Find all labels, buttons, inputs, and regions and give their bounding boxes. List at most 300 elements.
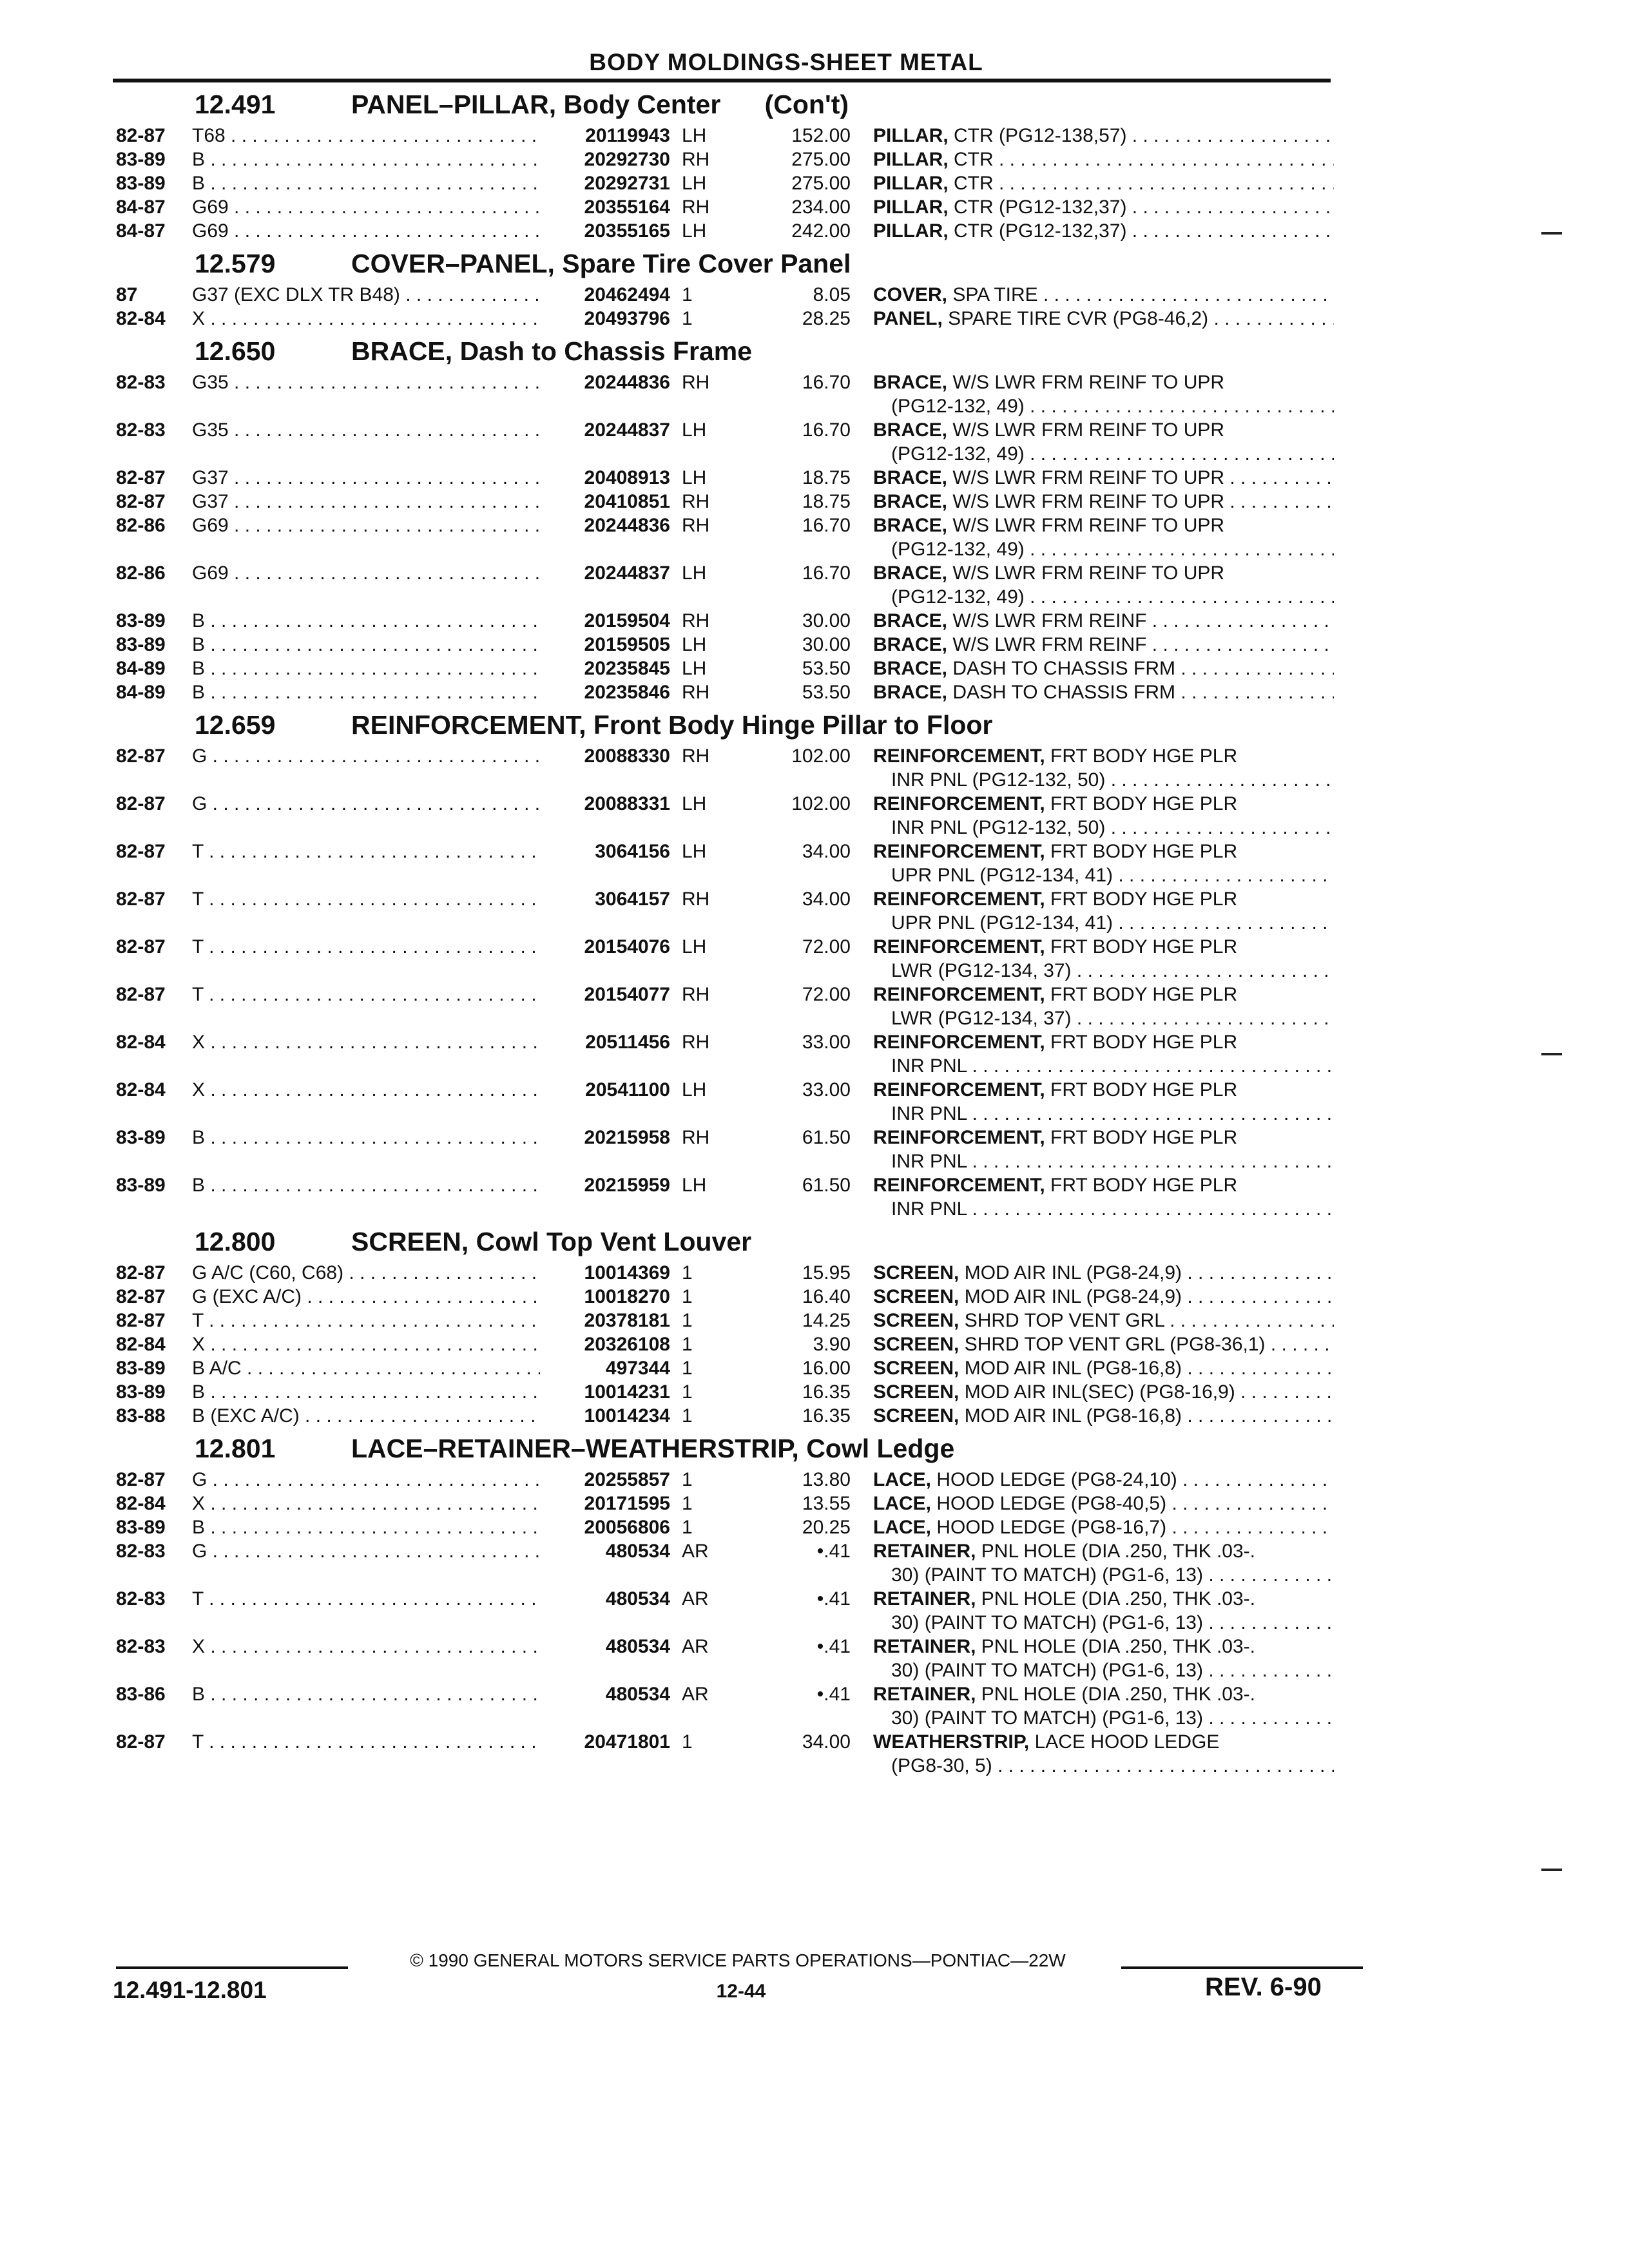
part-name: REINFORCEMENT,: [873, 793, 1045, 814]
quantity: RH: [682, 745, 710, 767]
section-header: [0, 704, 1629, 744]
description-text: SHRD TOP VENT GRL: [964, 1310, 1164, 1331]
description-text-2: 30) (PAINT TO MATCH) (PG1-6, 13): [891, 1612, 1203, 1633]
part-number: 20235846: [584, 682, 670, 703]
model-codes: [192, 372, 540, 394]
part-name: LACE,: [873, 1493, 931, 1514]
model-codes: [192, 1405, 540, 1427]
part-number: 3064157: [595, 889, 670, 910]
part-name: SCREEN,: [873, 1286, 959, 1307]
description-text: W/S LWR FRM REINF TO UPR: [952, 515, 1225, 536]
price: 102.00: [791, 745, 851, 767]
parts-row: [0, 1635, 1629, 1682]
description-line: [873, 1517, 1334, 1539]
model-codes-text: G69: [192, 197, 229, 218]
price: 275.00: [791, 173, 851, 194]
model-codes: [192, 841, 540, 863]
quantity: LH: [682, 1175, 707, 1196]
model-years: 83-89: [116, 1381, 166, 1403]
model-years: 82-84: [116, 1032, 166, 1053]
model-years: 87: [116, 284, 138, 305]
description-text: SPARE TIRE CVR (PG8-46,2): [948, 308, 1209, 329]
price: 18.75: [802, 491, 851, 512]
model-codes: [192, 173, 540, 195]
parts-row: [0, 1078, 1629, 1126]
price: 102.00: [791, 793, 851, 814]
description-continuation: [891, 443, 1334, 465]
description-continuation: [891, 1612, 1334, 1634]
part-number: 480534: [605, 1684, 670, 1705]
part-name: SCREEN,: [873, 1310, 959, 1331]
price: 61.50: [802, 1175, 851, 1196]
parts-row: [0, 1309, 1629, 1332]
model-codes: [192, 745, 540, 767]
model-years: 82-87: [116, 984, 166, 1005]
price: 13.55: [802, 1493, 851, 1514]
price: •.41: [816, 1541, 851, 1562]
description-line: [873, 1358, 1334, 1379]
part-name: REINFORCEMENT,: [873, 1127, 1045, 1148]
model-codes-text: T: [192, 1731, 204, 1753]
part-name: LACE,: [873, 1469, 931, 1490]
description-text-2: (PG12-132, 49): [891, 586, 1025, 608]
model-years: 83-89: [116, 1127, 166, 1148]
section-title: BRACE, Dash to Chassis Frame: [351, 336, 753, 366]
part-name: SCREEN,: [873, 1358, 959, 1379]
parts-row: [0, 1285, 1629, 1309]
parts-row: [0, 219, 1629, 243]
margin-tick-mark: [1541, 232, 1562, 235]
description-text: LACE HOOD LEDGE: [1034, 1731, 1220, 1753]
parts-row: [0, 514, 1629, 561]
description-line: [873, 491, 1334, 513]
model-codes-text: G37 (EXC DLX TR B48): [192, 284, 400, 305]
parts-row: [0, 935, 1629, 983]
part-name: RETAINER,: [873, 1588, 976, 1610]
part-number: 20471801: [584, 1731, 670, 1753]
part-number: 20088331: [584, 793, 670, 814]
parts-row: [0, 887, 1629, 935]
model-years: 82-87: [116, 491, 166, 512]
model-codes-text: G69: [192, 562, 229, 584]
quantity: RH: [682, 197, 710, 218]
description-text: MOD AIR INL (PG8-16,8): [964, 1405, 1182, 1427]
part-number: 20235845: [584, 658, 670, 679]
price: 234.00: [791, 197, 851, 218]
quantity: RH: [682, 515, 710, 536]
parts-row: [0, 1515, 1629, 1539]
description-text: CTR (PG12-138,57): [954, 125, 1127, 146]
quantity: RH: [682, 372, 710, 393]
quantity: LH: [682, 467, 707, 488]
model-years: 82-83: [116, 1588, 166, 1610]
part-number: 20410851: [584, 491, 670, 512]
model-codes-text: G37: [192, 491, 229, 512]
model-years: 84-87: [116, 197, 166, 218]
part-name: REINFORCEMENT,: [873, 936, 1045, 957]
model-codes-text: X: [192, 1636, 206, 1657]
model-codes-text: B A/C: [192, 1358, 242, 1379]
parts-row: [0, 1173, 1629, 1221]
model-years: 82-83: [116, 372, 166, 393]
description-line: [873, 149, 1334, 171]
part-name: BRACE,: [873, 658, 948, 679]
price: 33.00: [802, 1032, 851, 1053]
description-text-2: UPR PNL (PG12-134, 41): [891, 865, 1113, 886]
model-codes-text: T: [192, 1588, 204, 1610]
price: 16.70: [802, 419, 851, 441]
description-line: [873, 1588, 1334, 1610]
parts-row: [0, 1682, 1629, 1730]
model-codes-text: T: [192, 841, 204, 862]
parts-row: [0, 840, 1629, 887]
quantity: RH: [682, 1127, 710, 1148]
part-name: PILLAR,: [873, 149, 949, 170]
part-name: BRACE,: [873, 491, 948, 512]
model-codes: [192, 1334, 540, 1356]
model-years: 84-87: [116, 220, 166, 242]
part-name: PILLAR,: [873, 220, 949, 242]
description-text: CTR (PG12-132,37): [954, 220, 1127, 242]
price: 34.00: [802, 1731, 851, 1753]
description-line: [873, 610, 1334, 632]
description-line: [873, 1381, 1334, 1403]
part-number: 20292731: [584, 173, 670, 194]
model-codes-text: B: [192, 634, 206, 655]
part-number: 20215959: [584, 1175, 670, 1196]
part-name: REINFORCEMENT,: [873, 889, 1045, 910]
price: 16.70: [802, 515, 851, 536]
description-continuation: [891, 912, 1334, 934]
description-text-2: 30) (PAINT TO MATCH) (PG1-6, 13): [891, 1564, 1203, 1586]
part-number: 20355165: [584, 220, 670, 242]
description-text: HOOD LEDGE (PG8-24,10): [936, 1469, 1177, 1490]
description-text: FRT BODY HGE PLR: [1050, 1175, 1238, 1196]
description-line: [873, 173, 1334, 195]
description-line: [873, 1127, 1334, 1149]
quantity: 1: [682, 1469, 693, 1490]
description-continuation: [891, 1151, 1334, 1173]
price: 3.90: [813, 1334, 851, 1355]
parts-row: [0, 148, 1629, 171]
parts-row: [0, 561, 1629, 609]
price: 18.75: [802, 467, 851, 488]
description-text: PNL HOLE (DIA .250, THK .03-.: [981, 1541, 1255, 1562]
quantity: 1: [682, 308, 693, 329]
header-rule: [113, 79, 1331, 82]
model-codes: [192, 984, 540, 1006]
part-number: 10014234: [584, 1405, 670, 1427]
section-title: REINFORCEMENT, Front Body Hinge Pillar to Floor: [351, 710, 993, 740]
model-codes: [192, 1731, 540, 1753]
description-text: SHRD TOP VENT GRL (PG8-36,1): [964, 1334, 1266, 1355]
quantity: 1: [682, 1286, 693, 1307]
quantity: LH: [682, 936, 707, 957]
model-codes: [192, 125, 540, 147]
description-text: MOD AIR INL (PG8-24,9): [964, 1286, 1182, 1307]
part-name: PANEL,: [873, 308, 943, 329]
price: 33.00: [802, 1079, 851, 1100]
model-codes: [192, 1517, 540, 1539]
part-number: 20255857: [584, 1469, 670, 1490]
model-codes-text: X: [192, 308, 206, 329]
parts-row: [0, 124, 1629, 148]
part-name: WEATHERSTRIP,: [873, 1731, 1030, 1753]
model-codes-text: T: [192, 984, 204, 1005]
model-codes: [192, 197, 540, 218]
description-text-2: (PG12-132, 49): [891, 396, 1025, 417]
parts-catalog: [0, 84, 1629, 1778]
price: 34.00: [802, 841, 851, 862]
quantity: AR: [682, 1684, 709, 1705]
description-text: FRT BODY HGE PLR: [1050, 936, 1238, 957]
price: 16.35: [802, 1405, 851, 1427]
description-text-2: 30) (PAINT TO MATCH) (PG1-6, 13): [891, 1660, 1203, 1681]
price: 16.70: [802, 372, 851, 393]
model-years: 82-86: [116, 515, 166, 536]
footer-section-range: 12.491-12.801: [113, 1977, 267, 2003]
description-text: FRT BODY HGE PLR: [1050, 984, 1238, 1005]
model-years: 84-89: [116, 682, 166, 703]
model-years: 82-87: [116, 793, 166, 814]
description-line: [873, 308, 1334, 330]
model-codes-text: B: [192, 658, 206, 679]
section-number: 12.579: [195, 249, 276, 278]
part-name: BRACE,: [873, 515, 948, 536]
part-number: 3064156: [595, 841, 670, 862]
part-name: BRACE,: [873, 419, 948, 441]
quantity: 1: [682, 1262, 693, 1283]
model-years: 82-87: [116, 841, 166, 862]
part-number: 20171595: [584, 1493, 670, 1514]
part-number: 480534: [605, 1636, 670, 1657]
quantity: RH: [682, 610, 710, 631]
description-text-2: INR PNL: [891, 1103, 967, 1124]
quantity: RH: [682, 1032, 710, 1053]
quantity: LH: [682, 1079, 707, 1100]
description-text: FRT BODY HGE PLR: [1050, 1079, 1238, 1100]
description-text: DASH TO CHASSIS FRM: [952, 658, 1175, 679]
part-number: 480534: [605, 1588, 670, 1610]
part-name: REINFORCEMENT,: [873, 1032, 1045, 1053]
footer-rule-right: [1121, 1966, 1363, 1969]
description-line: [873, 1262, 1334, 1284]
model-codes: [192, 682, 540, 704]
section-header: [0, 1428, 1629, 1468]
model-codes: [192, 1127, 540, 1149]
quantity: 1: [682, 1493, 693, 1514]
price: 53.50: [802, 658, 851, 679]
model-years: 82-86: [116, 562, 166, 584]
description-line: [873, 1636, 1334, 1658]
model-codes-text: G A/C (C60, C68): [192, 1262, 344, 1283]
description-continuation: [891, 1103, 1334, 1125]
model-codes-text: G37: [192, 467, 229, 488]
part-name: BRACE,: [873, 634, 948, 655]
part-name: BRACE,: [873, 682, 948, 703]
part-name: RETAINER,: [873, 1541, 976, 1562]
parts-row: [0, 657, 1629, 680]
price: 16.00: [802, 1358, 851, 1379]
model-codes-text: B: [192, 1517, 206, 1538]
quantity: 1: [682, 1517, 693, 1538]
part-number: 20355164: [584, 197, 670, 218]
price: •.41: [816, 1636, 851, 1657]
description-line: [873, 841, 1334, 863]
description-line: [873, 1469, 1334, 1491]
part-number: 10018270: [584, 1286, 670, 1307]
description-continuation: [891, 817, 1334, 839]
description-text-2: INR PNL: [891, 1151, 967, 1172]
description-line: [873, 467, 1334, 489]
price: 20.25: [802, 1517, 851, 1538]
part-number: 20511456: [585, 1032, 670, 1053]
section-header: [0, 1221, 1629, 1261]
description-line: [873, 1684, 1334, 1706]
description-continuation: [891, 960, 1334, 982]
quantity: LH: [682, 220, 707, 242]
price: •.41: [816, 1684, 851, 1705]
model-years: 82-87: [116, 936, 166, 957]
parts-row: [0, 680, 1629, 704]
model-codes: [192, 1262, 540, 1284]
parts-row: [0, 1332, 1629, 1356]
model-years: 83-89: [116, 1517, 166, 1538]
quantity: LH: [682, 841, 707, 862]
footer-rule-left: [116, 1966, 348, 1969]
quantity: AR: [682, 1541, 709, 1562]
part-number: 20408913: [584, 467, 670, 488]
part-number: 20056806: [584, 1517, 670, 1538]
model-codes: [192, 308, 540, 330]
description-text: MOD AIR INL (PG8-24,9): [964, 1262, 1182, 1283]
description-continuation: [891, 1707, 1334, 1729]
model-codes: [192, 515, 540, 537]
section-number: 12.650: [195, 336, 276, 366]
description-text: CTR: [954, 149, 994, 170]
part-number: 20088330: [584, 745, 670, 767]
part-number: 20244837: [584, 562, 670, 584]
model-years: 83-89: [116, 1358, 166, 1379]
description-line: [873, 419, 1334, 441]
description-text-2: (PG8-30, 5): [891, 1755, 992, 1776]
description-text: FRT BODY HGE PLR: [1050, 793, 1238, 814]
model-codes: [192, 419, 540, 441]
parts-row: [0, 1126, 1629, 1173]
model-years: 83-88: [116, 1405, 166, 1427]
price: 72.00: [802, 984, 851, 1005]
parts-row: [0, 633, 1629, 657]
section-title: SCREEN, Cowl Top Vent Louver: [351, 1227, 752, 1256]
part-number: 20244836: [584, 515, 670, 536]
description-text: W/S LWR FRM REINF TO UPR: [952, 467, 1225, 488]
description-text: W/S LWR FRM REINF TO UPR: [952, 562, 1225, 584]
description-line: [873, 1405, 1334, 1427]
section-title: COVER–PANEL, Spare Tire Cover Panel: [351, 249, 851, 278]
description-line: [873, 1541, 1334, 1562]
part-number: 20244836: [584, 372, 670, 393]
model-codes-text: T68: [192, 125, 226, 146]
model-codes: [192, 1684, 540, 1706]
model-codes: [192, 1310, 540, 1332]
parts-row: [0, 792, 1629, 840]
part-name: PILLAR,: [873, 197, 949, 218]
price: 53.50: [802, 682, 851, 703]
description-line: [873, 936, 1334, 958]
description-continuation: [891, 396, 1334, 418]
part-number: 20326108: [584, 1334, 670, 1355]
quantity: LH: [682, 125, 707, 146]
model-codes: [192, 1493, 540, 1515]
part-number: 10014231: [584, 1381, 670, 1403]
section-header: [0, 243, 1629, 283]
part-name: SCREEN,: [873, 1405, 959, 1427]
model-codes-text: G69: [192, 220, 229, 242]
model-codes-text: G35: [192, 372, 229, 393]
parts-row: [0, 1492, 1629, 1515]
model-years: 82-83: [116, 1541, 166, 1562]
model-codes: [192, 149, 540, 171]
model-years: 83-89: [116, 173, 166, 194]
part-name: PILLAR,: [873, 125, 949, 146]
part-name: RETAINER,: [873, 1636, 976, 1657]
description-text: FRT BODY HGE PLR: [1050, 1127, 1238, 1148]
description-line: [873, 284, 1334, 306]
price: 14.25: [802, 1310, 851, 1331]
part-number: 20159504: [584, 610, 670, 631]
part-number: 20493796: [584, 308, 670, 329]
model-codes-text: G: [192, 793, 207, 814]
parts-row: [0, 1468, 1629, 1492]
model-codes: [192, 1541, 540, 1562]
description-line: [873, 125, 1334, 147]
description-text-2: (PG12-132, 49): [891, 539, 1025, 560]
model-codes: [192, 1588, 540, 1610]
section-header: [0, 331, 1629, 370]
model-codes: [192, 1032, 540, 1053]
model-codes: [192, 1469, 540, 1491]
part-name: SCREEN,: [873, 1262, 959, 1283]
quantity: AR: [682, 1588, 709, 1610]
part-name: REINFORCEMENT,: [873, 1175, 1045, 1196]
model-codes-text: B (EXC A/C): [192, 1405, 300, 1427]
part-number: 497344: [605, 1358, 670, 1379]
parts-row: [0, 307, 1629, 331]
parts-row: [0, 1356, 1629, 1380]
description-continuation: [891, 865, 1334, 887]
description-line: [873, 1032, 1334, 1053]
model-codes: [192, 610, 540, 632]
description-text: W/S LWR FRM REINF TO UPR: [952, 419, 1225, 441]
description-line: [873, 197, 1334, 218]
model-codes-text: B: [192, 610, 206, 631]
description-text: CTR (PG12-132,37): [954, 197, 1127, 218]
description-text: DASH TO CHASSIS FRM: [952, 682, 1175, 703]
model-years: 84-89: [116, 658, 166, 679]
description-text-2: INR PNL (PG12-132, 50): [891, 817, 1106, 838]
model-codes: [192, 284, 540, 306]
description-text: W/S LWR FRM REINF TO UPR: [952, 491, 1225, 512]
part-name: BRACE,: [873, 610, 948, 631]
quantity: 1: [682, 1358, 693, 1379]
description-text: PNL HOLE (DIA .250, THK .03-.: [981, 1684, 1255, 1705]
parts-row: [0, 1587, 1629, 1635]
description-continuation: [891, 539, 1334, 561]
price: 28.25: [802, 308, 851, 329]
description-text-2: LWR (PG12-134, 37): [891, 960, 1072, 981]
description-line: [873, 562, 1334, 584]
model-years: 82-87: [116, 1310, 166, 1331]
